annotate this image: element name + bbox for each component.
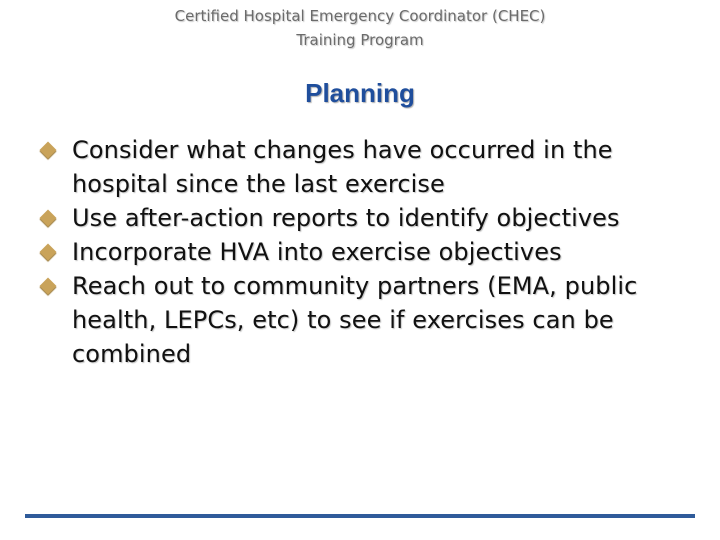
slide-title: Planning [305, 78, 415, 108]
diamond-bullet-icon [40, 210, 57, 227]
bullet-item [40, 269, 680, 371]
bullet-item [40, 133, 680, 201]
header-line-2: Training Program [296, 31, 424, 49]
bullet-item [40, 235, 680, 269]
bullet-text: Consider what changes have occurred in the hospital since the last exercise [72, 136, 613, 198]
bullet-text: Reach out to community partners (EMA, public health, LEPCs, etc) to see if exercises can be combined [72, 272, 638, 368]
bullet-list [40, 133, 680, 371]
bullet-item [40, 201, 680, 235]
footer-divider [25, 514, 695, 518]
diamond-bullet-icon [40, 278, 57, 295]
slide-header [0, 4, 720, 52]
header-line-1: Certified Hospital Emergency Coordinator (CHEC) [174, 7, 546, 25]
diamond-bullet-icon [40, 244, 57, 261]
diamond-bullet-icon [40, 142, 57, 159]
bullet-text: Incorporate HVA into exercise objectives [72, 238, 562, 266]
bullet-text: Use after-action reports to identify objectives [72, 204, 620, 232]
